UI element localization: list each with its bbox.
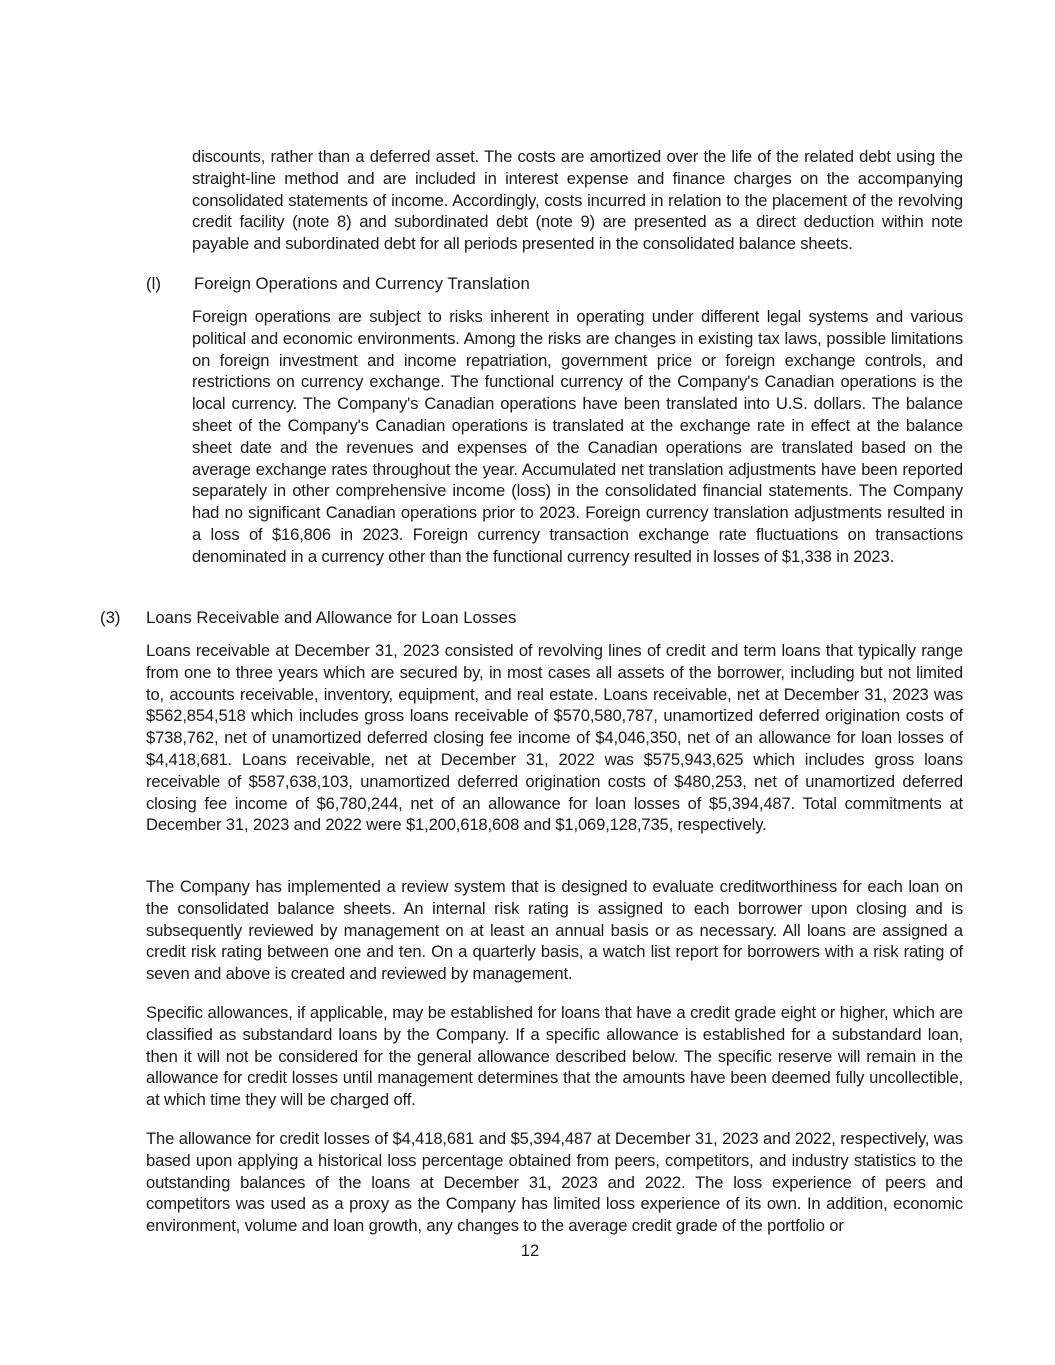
section-3-number: (3) [100, 608, 121, 627]
debt-issuance-costs-continuation: discounts, rather than a deferred asset. The costs are amortized over the life of the related debt using the straight-line method and are included in interest expense and finance charges on the accompanying consolidated statements of income. Accordingly, costs incurred in relation to the placement of the revolving credit facility (note 8) and subordinated debt (note 9) are presented as a direct deduction within note payable and subordinated debt for all periods presented in the consolidated balance sheets. [192, 147, 963, 254]
loans-receivable-paragraph: Loans receivable at December 31, 2023 consisted of revolving lines of credit and term loans that typically range from one to three years which are secured by, in most cases all assets of the borrower, including but not limited to, accounts receivable, inventory, equipment, and real estate. Loans receivable, net at December 31, 2023 was $562,854,518 which includes gross loans receivable of $570,580,787, unamortized deferred origination costs of $738,762, net of unamortized deferred closing fee income of $4,046,350, net of an allowance for loan losses of $4,418,681. Loans receivable, net at December 31, 2022 was $575,943,625 which includes gross loans receivable of $587,638,103, unamortized deferred origination costs of $480,253, net of unamortized deferred closing fee income of $6,780,244, net of an allowance for loan losses of $5,394,487. Total commitments at December 31, 2023 and 2022 were $1,200,618,608 and $1,069,128,735, respectively. [146, 641, 963, 835]
section-l-number: (l) [146, 274, 161, 293]
allowance-credit-losses-paragraph: The allowance for credit losses of $4,418,681 and $5,394,487 at December 31, 2023 and 2022, respectively, was based upon applying a historical loss percentage obtained from peers, competitors, and industry statistics to the outstanding balances of the loans at December 31, 2023 and 2022. The loss experience of peers and competitors was used as a proxy as the Company has limited loss experience of its own. In addition, economic environment, volume and loan growth, any changes to the average credit grade of the portfolio or [146, 1129, 963, 1236]
foreign-operations-paragraph: Foreign operations are subject to risks inherent in operating under different legal systems and various political and economic environments. Among the risks are changes in existing tax laws, possible limitations on foreign investment and income repatriation, government price or foreign exchange controls, and restrictions on currency exchange. The functional currency of the Company's Canadian operations is the local currency. The Company's Canadian operations have been translated into U.S. dollars. The balance sheet of the Company's Canadian operations is translated at the exchange rate in effect at the balance sheet date and the revenues and expenses of the Canadian operations are translated based on the average exchange rates throughout the year. Accumulated net translation adjustments have been reported separately in other comprehensive income (loss) in the consolidated financial statements. The Company had no significant Canadian operations prior to 2023. Foreign currency translation adjustments resulted in a loss of $16,806 in 2023. Foreign currency transaction exchange rate fluctuations on transactions denominated in a currency other than the functional currency resulted in losses of $1,338 in 2023. [192, 307, 963, 566]
section-l-title: Foreign Operations and Currency Translation [194, 274, 530, 293]
page-number: 12 [520, 1241, 540, 1260]
section-3-title: Loans Receivable and Allowance for Loan Losses [146, 608, 517, 627]
review-system-paragraph: The Company has implemented a review system that is designed to evaluate creditworthiness for each loan on the consolidated balance sheets. An internal risk rating is assigned to each borrower upon closing and is subsequently reviewed by management on at least an annual basis or as necessary. All loans are assigned a credit risk rating between one and ten. On a quarterly basis, a watch list report for borrowers with a risk rating of seven and above is created and reviewed by management. [146, 877, 963, 984]
specific-allowances-paragraph: Specific allowances, if applicable, may be established for loans that have a credit grade eight or higher, which are classified as substandard loans by the Company. If a specific allowance is established for a substandard loan, then it will not be considered for the general allowance described below. The specific reserve will remain in the allowance for credit losses until management determines that the amounts have been deemed fully uncollectible, at which time they will be charged off. [146, 1003, 963, 1110]
